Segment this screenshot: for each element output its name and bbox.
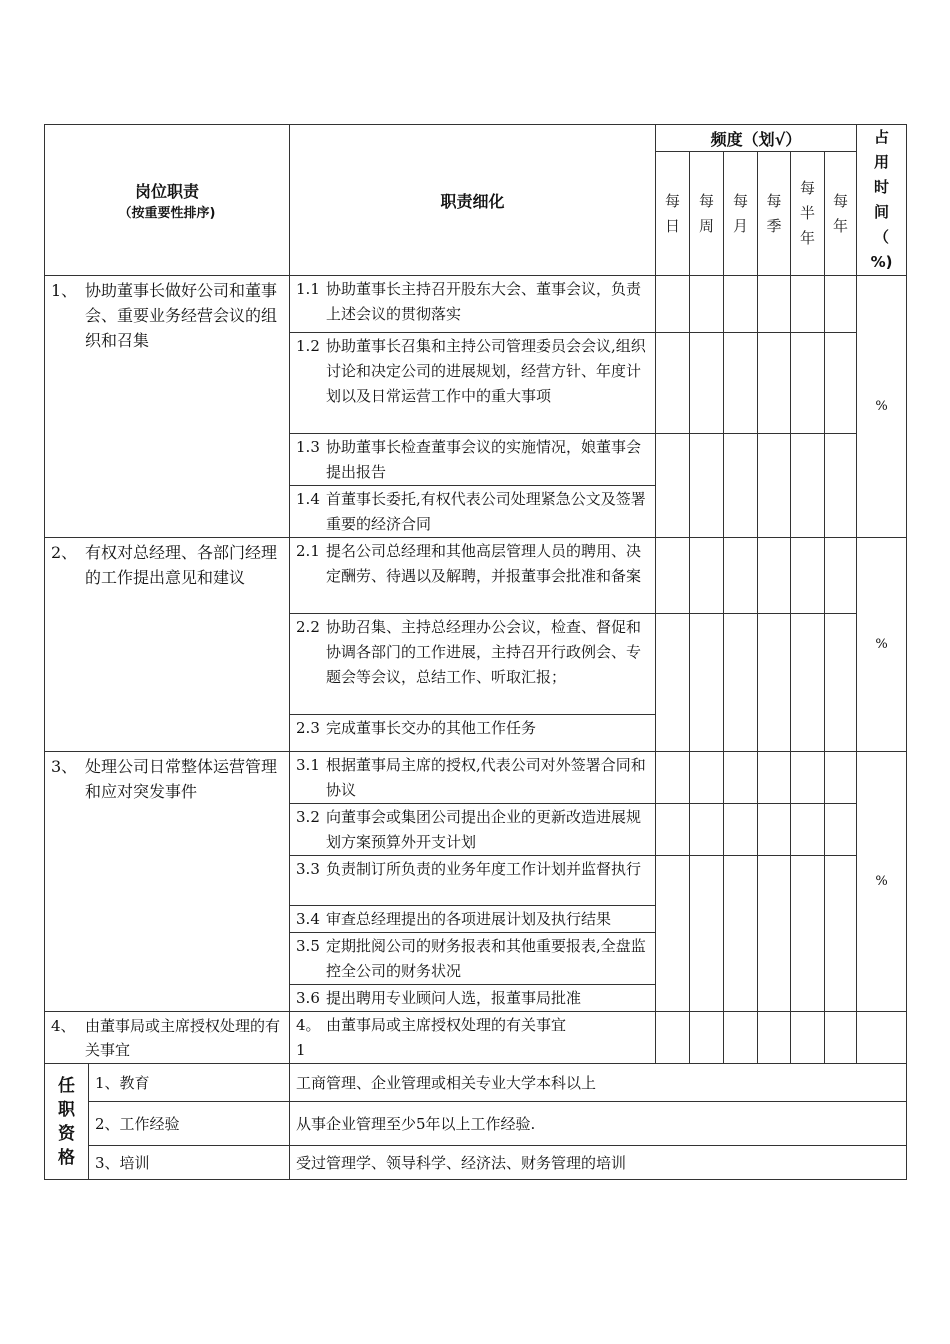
duty-detail-cell	[290, 933, 656, 985]
duty-detail-number: 3.4	[296, 910, 320, 928]
frequency-check-cell[interactable]	[724, 1012, 758, 1064]
duty-detail-text: 完成董事长交办的其他工作任务	[326, 719, 537, 737]
frequency-check-cell[interactable]	[791, 434, 825, 538]
frequency-check-cell[interactable]	[724, 614, 758, 752]
frequency-check-cell[interactable]	[724, 856, 758, 1012]
frequency-check-cell[interactable]	[825, 276, 857, 333]
detail-header: 职责细化	[290, 125, 656, 276]
duty-detail-number: 3.3	[296, 860, 320, 878]
qualification-row	[45, 1146, 907, 1180]
duty-text: 有权对总经理、各部门经理的工作提出意见和建议	[85, 543, 278, 587]
duty-detail-number: 1.1	[296, 280, 320, 298]
frequency-check-cell[interactable]	[825, 538, 857, 614]
qualification-label: 2、工作经验	[89, 1102, 290, 1146]
time-percent-cell: %	[857, 538, 907, 752]
frequency-check-cell[interactable]	[690, 434, 724, 538]
frequency-check-cell[interactable]	[656, 1012, 690, 1064]
duty-header-subtitle: （按重要性排序)	[118, 206, 216, 221]
duty-sub-row	[45, 538, 907, 614]
duty-detail-cell	[290, 752, 656, 804]
frequency-check-cell[interactable]	[825, 434, 857, 538]
frequency-check-cell[interactable]	[758, 333, 791, 434]
duty-detail-cell	[290, 276, 656, 333]
frequency-check-cell[interactable]	[656, 434, 690, 538]
frequency-check-cell[interactable]	[758, 434, 791, 538]
frequency-column-header: 每 半 年	[791, 152, 825, 276]
frequency-check-cell[interactable]	[656, 276, 690, 333]
frequency-check-cell[interactable]	[758, 538, 791, 614]
duty-detail-number: 4。1	[296, 1016, 321, 1059]
frequency-check-cell[interactable]	[690, 614, 724, 752]
duty-detail-number: 3.2	[296, 808, 320, 826]
frequency-header: 频度（划√）	[656, 125, 857, 152]
duty-sub-row	[45, 276, 907, 333]
duty-header	[45, 125, 290, 276]
duty-detail-cell	[290, 906, 656, 933]
duty-detail-text: 由董事局或主席授权处理的有关事宜	[326, 1016, 567, 1034]
frequency-check-cell[interactable]	[724, 333, 758, 434]
duty-detail-text: 向董事会或集团公司提出企业的更新改造进展规划方案预算外开支计划	[326, 808, 642, 851]
qualification-title: 任 职 资 格	[45, 1064, 89, 1180]
duty-detail-cell	[290, 614, 656, 715]
qualification-row	[45, 1102, 907, 1146]
frequency-check-cell[interactable]	[690, 752, 724, 804]
frequency-check-cell[interactable]	[825, 1012, 857, 1064]
qualification-value: 从事企业管理至少5年以上工作经验.	[290, 1102, 907, 1146]
frequency-check-cell[interactable]	[690, 333, 724, 434]
frequency-column-header: 每 月	[724, 152, 758, 276]
qualification-label: 3、培训	[89, 1146, 290, 1180]
duty-detail-text: 协助董事长检查董事会议的实施情况，娘董事会提出报告	[326, 438, 642, 481]
qualification-value: 工商管理、企业管理或相关专业大学本科以上	[290, 1064, 907, 1102]
frequency-check-cell[interactable]	[825, 804, 857, 856]
duty-detail-text: 审查总经理提出的各项进展计划及执行结果	[326, 910, 612, 928]
occupy-time-header	[857, 125, 907, 276]
duty-detail-number: 1.3	[296, 438, 320, 456]
duty-detail-number: 2.3	[296, 719, 320, 737]
job-description-table	[44, 124, 906, 1180]
frequency-check-cell[interactable]	[656, 752, 690, 804]
duty-detail-text: 根据董事局主席的授权,代表公司对外签署合同和协议	[326, 756, 646, 799]
frequency-check-cell[interactable]	[724, 804, 758, 856]
frequency-check-cell[interactable]	[791, 614, 825, 752]
time-percent-cell: %	[857, 752, 907, 1012]
frequency-column-header: 每 日	[656, 152, 690, 276]
duty-detail-number: 3.1	[296, 756, 320, 774]
duty-cell	[45, 276, 290, 538]
duty-detail-number: 2.2	[296, 618, 320, 636]
frequency-check-cell[interactable]	[758, 804, 791, 856]
duty-cell	[45, 752, 290, 1012]
frequency-check-cell[interactable]	[724, 276, 758, 333]
duty-detail-cell	[290, 856, 656, 906]
frequency-check-cell[interactable]	[791, 752, 825, 804]
duty-detail-text: 提名公司总经理和其他高层管理人员的聘用、决定酬劳、待遇以及解聘，并报董事会批准和备案	[326, 542, 642, 585]
frequency-check-cell[interactable]	[758, 614, 791, 752]
qualification-row	[45, 1064, 907, 1102]
frequency-column-header: 每 年	[825, 152, 857, 276]
duty-sub-row	[45, 1012, 907, 1064]
frequency-column-header: 每 周	[690, 152, 724, 276]
duty-detail-cell	[290, 486, 656, 538]
duty-detail-text: 首董事长委托,有权代表公司处理紧急公文及签署重要的经济合同	[326, 490, 646, 533]
frequency-check-cell[interactable]	[791, 804, 825, 856]
duty-detail-number: 2.1	[296, 542, 320, 560]
frequency-check-cell[interactable]	[656, 333, 690, 434]
time-percent-cell: %	[857, 276, 907, 538]
duty-cell	[45, 1012, 290, 1064]
frequency-check-cell[interactable]	[724, 538, 758, 614]
duty-detail-cell	[290, 804, 656, 856]
frequency-check-cell[interactable]	[825, 333, 857, 434]
frequency-check-cell[interactable]	[825, 856, 857, 1012]
occupy-time-label: 占 用 时 间 （ %)	[870, 128, 893, 271]
frequency-check-cell[interactable]	[656, 856, 690, 1012]
duty-cell	[45, 538, 290, 752]
duty-detail-cell	[290, 715, 656, 752]
frequency-check-cell[interactable]	[791, 333, 825, 434]
frequency-check-cell[interactable]	[825, 752, 857, 804]
qualification-value: 受过管理学、领导科学、经济法、财务管理的培训	[290, 1146, 907, 1180]
frequency-check-cell[interactable]	[791, 276, 825, 333]
frequency-check-cell[interactable]	[690, 856, 724, 1012]
duty-detail-number: 3.6	[296, 989, 320, 1007]
frequency-check-cell[interactable]	[690, 1012, 724, 1064]
duty-detail-number: 1.2	[296, 337, 320, 355]
duty-detail-cell	[290, 1012, 656, 1064]
duty-text: 协助董事长做好公司和董事会、重要业务经营会议的组织和召集	[85, 281, 278, 350]
frequency-check-cell[interactable]	[791, 538, 825, 614]
frequency-check-cell[interactable]	[690, 538, 724, 614]
duty-number: 4、	[51, 1017, 76, 1035]
duties-table	[44, 124, 907, 1180]
duty-number: 3、	[51, 757, 78, 776]
duty-number: 1、	[51, 281, 78, 300]
frequency-check-cell[interactable]	[656, 614, 690, 752]
duty-detail-cell	[290, 985, 656, 1012]
qualification-label: 1、教育	[89, 1064, 290, 1102]
duty-sub-row	[45, 752, 907, 804]
frequency-check-cell[interactable]	[758, 276, 791, 333]
frequency-check-cell[interactable]	[724, 434, 758, 538]
frequency-check-cell[interactable]	[758, 856, 791, 1012]
duty-detail-text: 提出聘用专业顾问人选，报董事局批准	[326, 989, 582, 1007]
duty-number: 2、	[51, 543, 78, 562]
duty-detail-cell	[290, 434, 656, 486]
duty-detail-text: 定期批阅公司的财务报表和其他重要报表,全盘监控全公司的财务状况	[326, 937, 646, 980]
duty-detail-text: 协助董事长主持召开股东大会、董事会议，负责上述会议的贯彻落实	[326, 280, 642, 323]
duty-detail-cell	[290, 538, 656, 614]
duty-detail-number: 3.5	[296, 937, 320, 955]
frequency-check-cell[interactable]	[791, 1012, 825, 1064]
frequency-check-cell[interactable]	[825, 614, 857, 752]
duty-text: 处理公司日常整体运营管理和应对突发事件	[85, 757, 278, 801]
frequency-check-cell[interactable]	[791, 856, 825, 1012]
frequency-check-cell[interactable]	[690, 804, 724, 856]
duty-detail-number: 1.4	[296, 490, 320, 508]
frequency-check-cell[interactable]	[724, 752, 758, 804]
duty-header-title: 岗位职责	[135, 182, 200, 201]
time-percent-cell	[857, 1012, 907, 1064]
frequency-check-cell[interactable]	[758, 752, 791, 804]
duty-detail-text: 负责制订所负责的业务年度工作计划并监督执行	[326, 860, 642, 878]
frequency-check-cell[interactable]	[690, 276, 724, 333]
frequency-check-cell[interactable]	[656, 538, 690, 614]
frequency-check-cell[interactable]	[656, 804, 690, 856]
duty-detail-cell	[290, 333, 656, 434]
duty-detail-text: 协助召集、主持总经理办公会议，检查、督促和协调各部门的工作进展，主持召开行政例会、专题会等会议，总结工作、听取汇报；	[326, 618, 642, 686]
frequency-column-header: 每 季	[758, 152, 791, 276]
frequency-check-cell[interactable]	[758, 1012, 791, 1064]
duty-text: 由董事局或主席授权处理的有关事宜	[85, 1017, 281, 1059]
duty-detail-text: 协助董事长召集和主持公司管理委员会会议,组织讨论和决定公司的进展规划，经营方针、年度计划以及日常运营工作中的重大事项	[326, 337, 646, 405]
